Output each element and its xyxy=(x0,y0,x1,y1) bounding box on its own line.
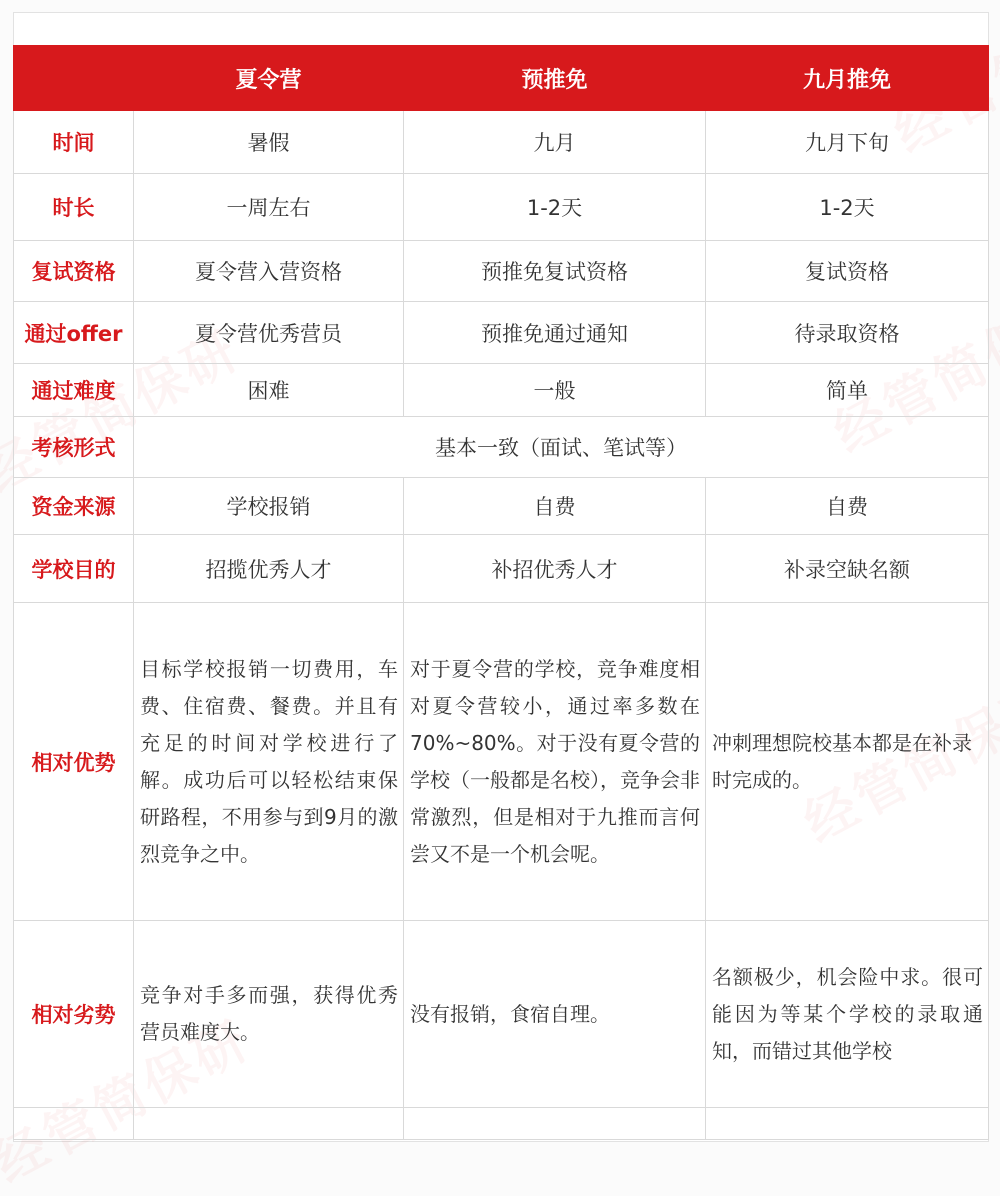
table-cell: 1-2天 xyxy=(706,174,989,241)
table-cell: 困难 xyxy=(134,364,404,417)
row-label: 相对劣势 xyxy=(14,921,134,1108)
empty-cell xyxy=(404,1108,706,1140)
row-label: 学校目的 xyxy=(14,535,134,603)
table-row xyxy=(14,111,989,174)
table-cell: 自费 xyxy=(404,478,706,535)
paragraph-cell: 冲刺理想院校基本都是在补录时完成的。 xyxy=(706,603,989,921)
paragraph-cell: 名额极少，机会险中求。很可能因为等某个学校的录取通知，而错过其他学校 xyxy=(706,921,989,1108)
comparison-table xyxy=(13,45,989,1140)
table-cell: 补录空缺名额 xyxy=(706,535,989,603)
table-cell: 1-2天 xyxy=(404,174,706,241)
table-cell: 待录取资格 xyxy=(706,302,989,364)
header-corner xyxy=(14,46,134,111)
table-row xyxy=(14,417,989,478)
table-cell: 夏令营入营资格 xyxy=(134,241,404,302)
table-row xyxy=(14,302,989,364)
table-row xyxy=(14,535,989,603)
table-row xyxy=(14,364,989,417)
table-cell: 自费 xyxy=(706,478,989,535)
table-row xyxy=(14,478,989,535)
table-cell: 补招优秀人才 xyxy=(404,535,706,603)
table-cell: 一般 xyxy=(404,364,706,417)
table-row-empty xyxy=(14,1108,989,1140)
paragraph-cell: 竞争对手多而强，获得优秀营员难度大。 xyxy=(134,921,404,1108)
table-row xyxy=(14,241,989,302)
row-label: 资金来源 xyxy=(14,478,134,535)
table-row xyxy=(14,603,989,921)
header-september-recommendation: 九月推免 xyxy=(706,46,989,111)
paragraph-cell: 没有报销，食宿自理。 xyxy=(404,921,706,1108)
table-cell: 九月 xyxy=(404,111,706,174)
header-pre-recommendation: 预推免 xyxy=(404,46,706,111)
row-label: 考核形式 xyxy=(14,417,134,478)
table-cell: 招揽优秀人才 xyxy=(134,535,404,603)
row-label: 通过难度 xyxy=(14,364,134,417)
table-cell: 预推免复试资格 xyxy=(404,241,706,302)
row-label: 相对优势 xyxy=(14,603,134,921)
paragraph-cell: 目标学校报销一切费用，车费、住宿费、餐费。并且有充足的时间对学校进行了解。成功后可以轻松结束保研路程，不用参与到9月的激烈竞争之中。 xyxy=(134,603,404,921)
table-cell: 复试资格 xyxy=(706,241,989,302)
row-label: 通过offer xyxy=(14,302,134,364)
header-summer-camp: 夏令营 xyxy=(134,46,404,111)
row-label: 时长 xyxy=(14,174,134,241)
header-row xyxy=(14,46,989,111)
empty-cell xyxy=(14,1108,134,1140)
table-cell: 一周左右 xyxy=(134,174,404,241)
table-cell: 暑假 xyxy=(134,111,404,174)
table-row xyxy=(14,921,989,1108)
table-cell: 夏令营优秀营员 xyxy=(134,302,404,364)
table-cell: 预推免通过通知 xyxy=(404,302,706,364)
merged-cell: 基本一致（面试、笔试等） xyxy=(134,417,989,478)
row-label: 时间 xyxy=(14,111,134,174)
table-cell: 九月下旬 xyxy=(706,111,989,174)
row-label: 复试资格 xyxy=(14,241,134,302)
table-cell: 学校报销 xyxy=(134,478,404,535)
empty-cell xyxy=(706,1108,989,1140)
paragraph-cell: 对于夏令营的学校，竞争难度相对夏令营较小，通过率多数在70%~80%。对于没有夏令营的学校（一般都是名校），竞争会非常激烈，但是相对于九推而言何尝又不是一个机会呢。 xyxy=(404,603,706,921)
table-cell: 简单 xyxy=(706,364,989,417)
empty-cell xyxy=(134,1108,404,1140)
table-row xyxy=(14,174,989,241)
